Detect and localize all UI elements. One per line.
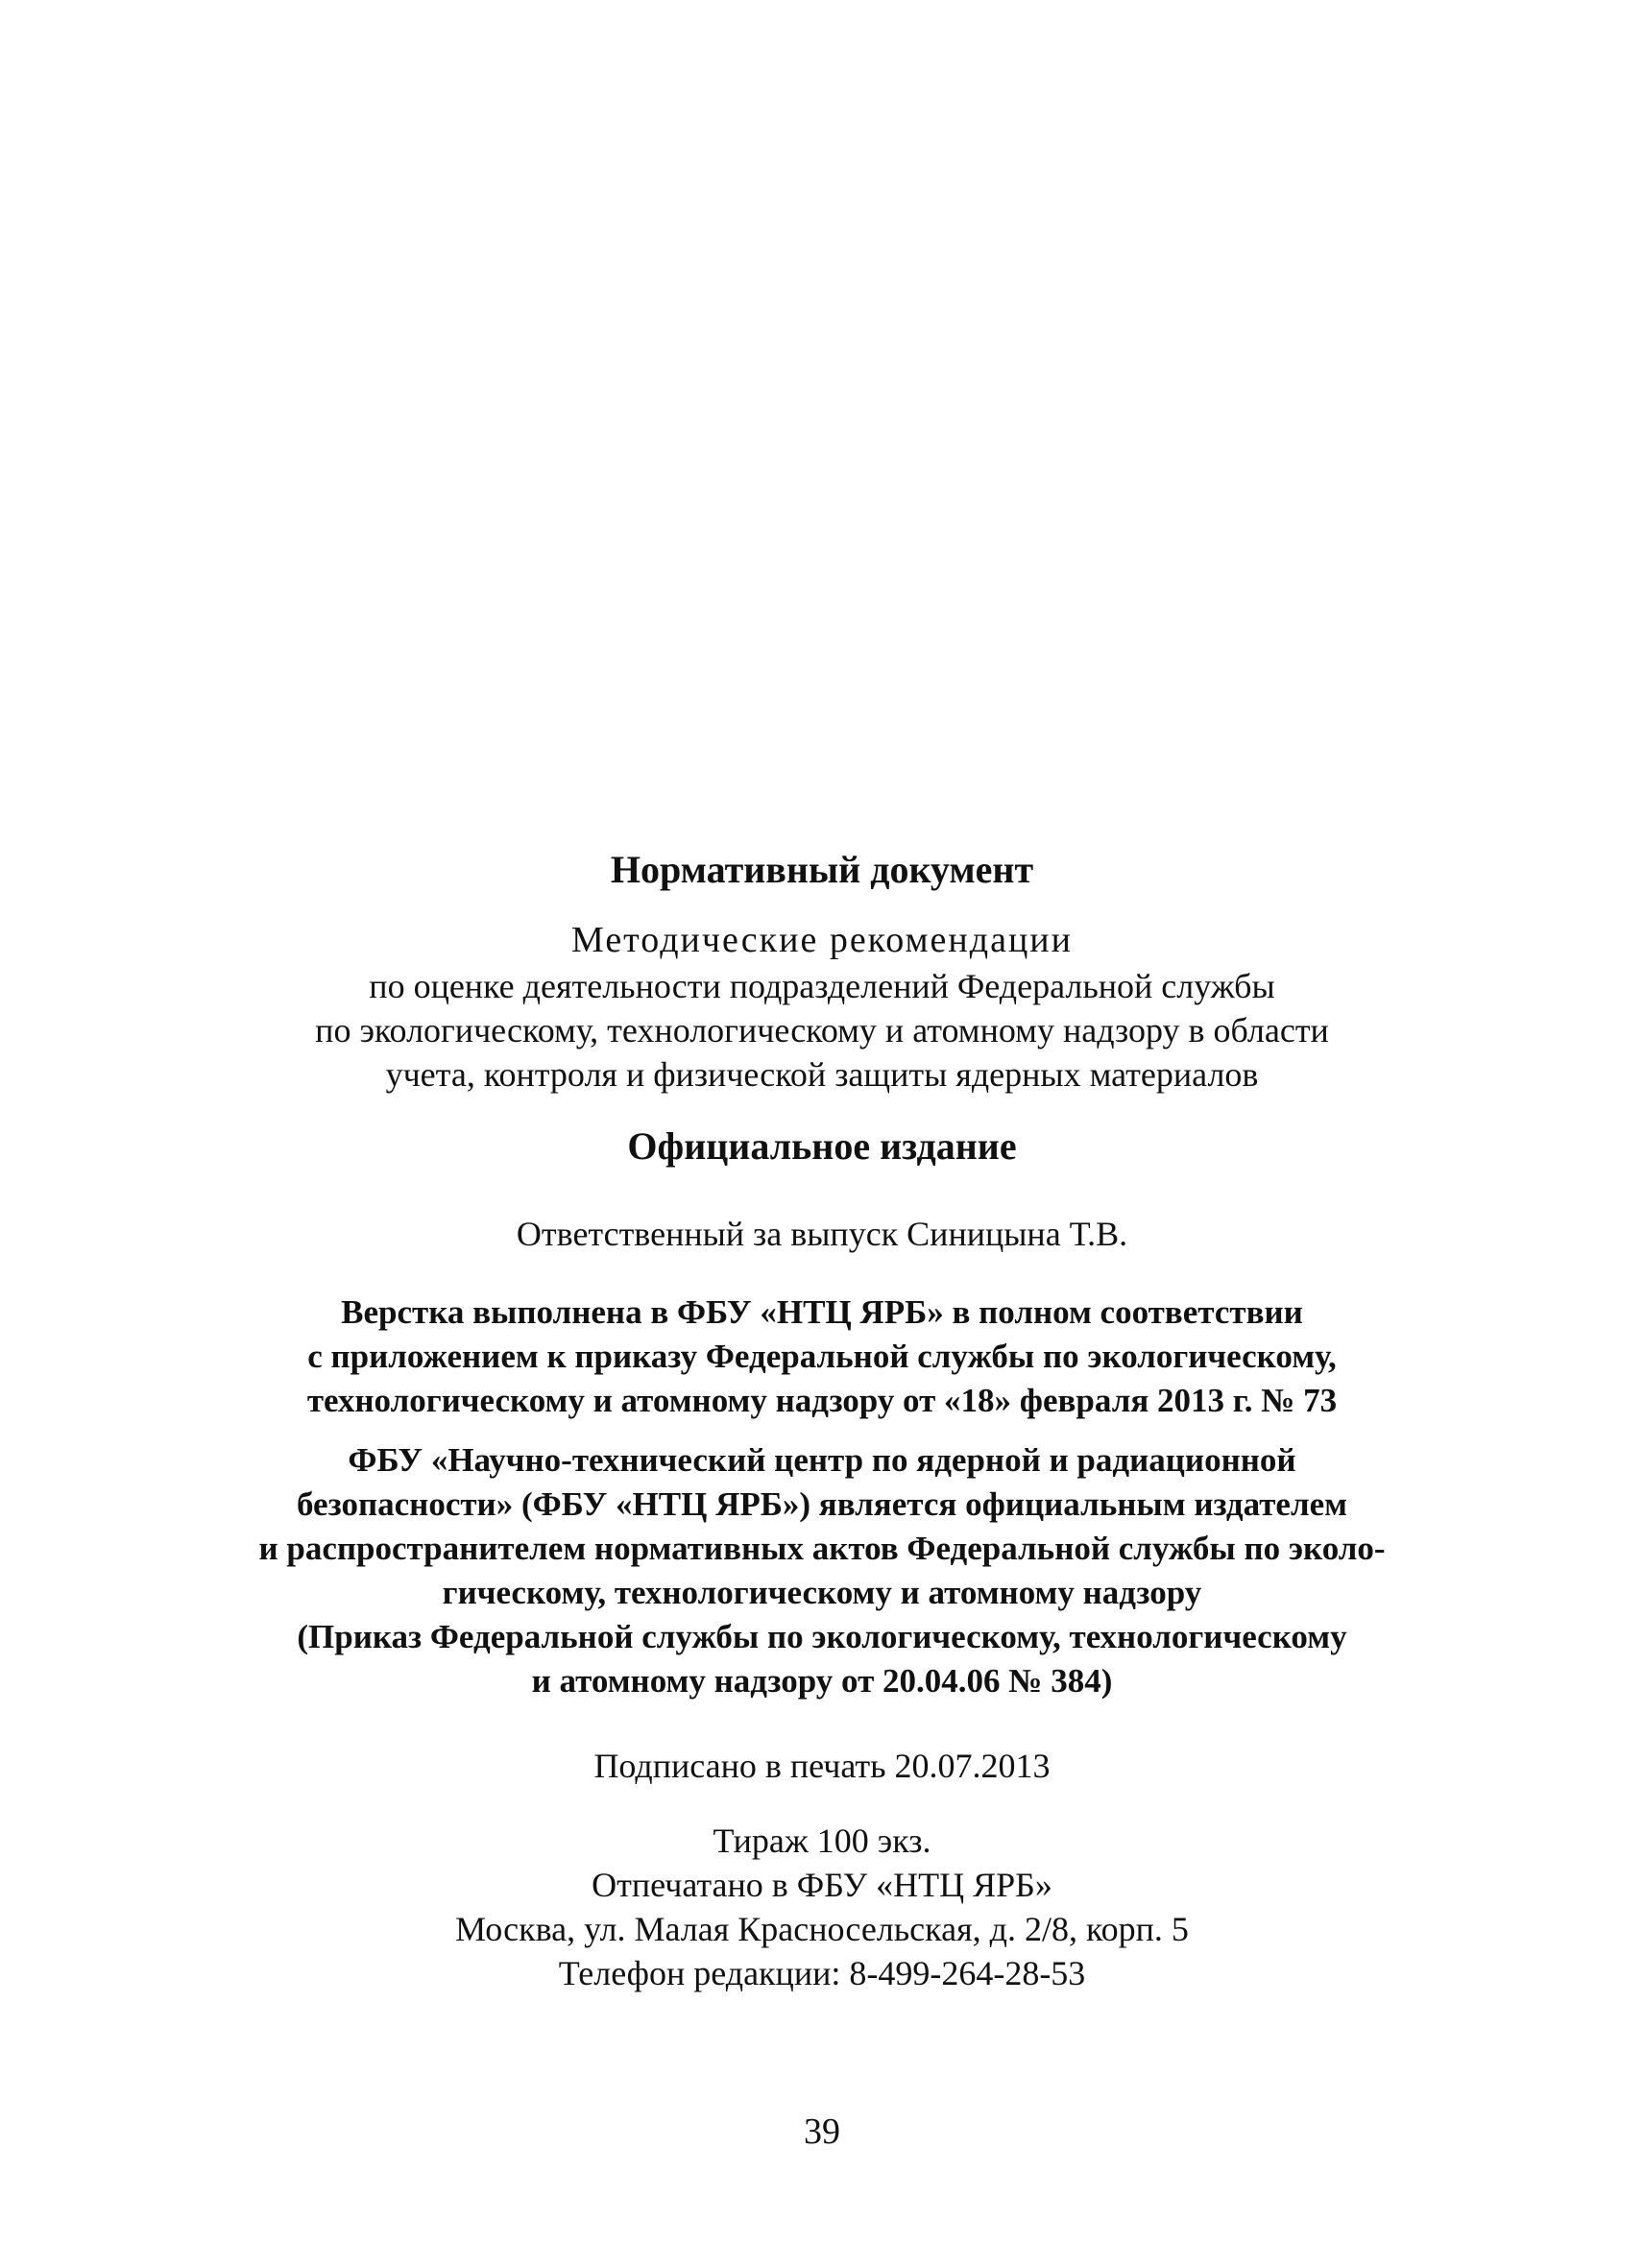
description-line: учета, контроля и физической защиты ядерных материалов <box>385 1055 1259 1094</box>
document-title: Нормативный документ <box>610 848 1034 891</box>
layout-line: Верстка выполнена в ФБУ «НТЦ ЯРБ» в полном соответствии <box>341 1293 1303 1331</box>
publisher-block <box>211 1438 1433 1703</box>
responsible-editor: Ответственный за выпуск Синицына Т.В. <box>516 1215 1128 1253</box>
description-block <box>211 964 1433 1097</box>
publisher-line: и распространителем нормативных актов Федеральной службы по эколо- <box>258 1530 1386 1567</box>
publisher-line: и атомному надзору от 20.04.06 № 384) <box>531 1662 1113 1700</box>
description-line: по оценке деятельности подразделений Федеральной службы <box>369 967 1275 1005</box>
signed-date: Подписано в печать 20.07.2013 <box>593 1747 1051 1785</box>
layout-block <box>211 1291 1433 1423</box>
publisher-line: безопасности» (ФБУ «НТЦ ЯРБ») является официальным издателем <box>297 1485 1347 1523</box>
edition-label: Официальное издание <box>627 1124 1017 1168</box>
edition-block <box>211 1123 1433 1170</box>
signed-block <box>211 1744 1433 1788</box>
publisher-line: гическому, технологическому и атомному надзору <box>442 1574 1202 1611</box>
printed-at: Отпечатано в ФБУ «НТЦ ЯРБ» <box>592 1866 1052 1904</box>
publisher-line: (Приказ Федеральной службы по экологическому, технологическому <box>297 1618 1347 1655</box>
imprint-block <box>211 1819 1433 1995</box>
document-subtitle: Методические рекомендации <box>571 920 1073 960</box>
layout-line: технологическому и атомному надзору от «18» февраля 2013 г. № 73 <box>306 1382 1338 1419</box>
print-run: Тираж 100 экз. <box>713 1822 931 1860</box>
layout-line: с приложением к приказу Федеральной службы по экологическому, <box>307 1338 1337 1375</box>
editorial-phone: Телефон редакции: 8-499-264-28-53 <box>558 1954 1086 1992</box>
title-block <box>211 847 1433 893</box>
address: Москва, ул. Малая Красносельская, д. 2/8, корп. 5 <box>455 1910 1189 1948</box>
page-number: 39 <box>804 2111 840 2152</box>
subtitle-block <box>211 918 1433 962</box>
description-line: по экологическому, технологическому и атомному надзору в области <box>315 1011 1329 1050</box>
publisher-line: ФБУ «Научно-технический центр по ядерной и радиационной <box>348 1441 1296 1479</box>
responsible-block <box>211 1212 1433 1256</box>
